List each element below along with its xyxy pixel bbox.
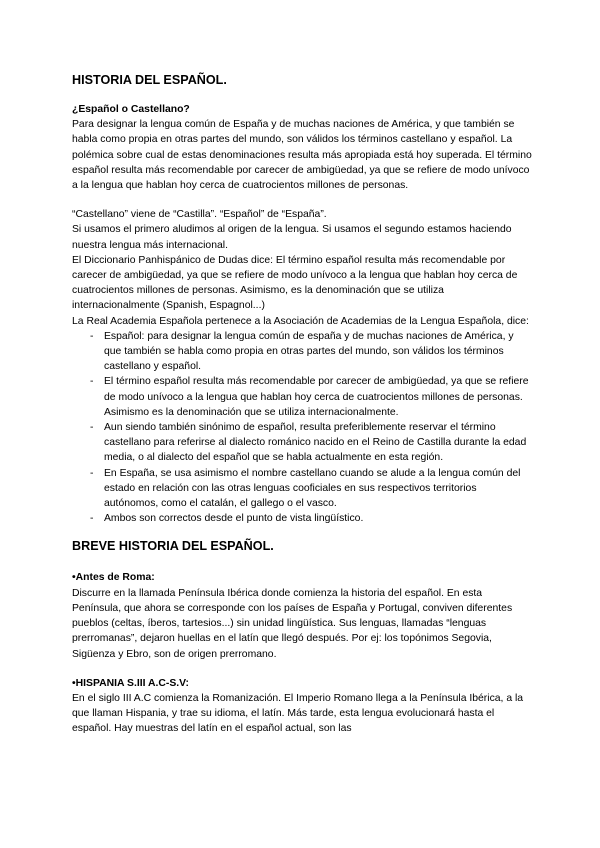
rae-bullet-list <box>72 329 532 527</box>
section-heading-espanol-castellano: ¿Español o Castellano? <box>72 104 190 115</box>
list-item: - Aun siendo también sinónimo de español, resulta preferiblemente reservar el término castellano para referirse al dialecto románico nacido en el Reino de Castilla durante la edad media, o al dialecto del español que se habla actualmente en esta región. <box>72 420 532 466</box>
subsection-heading-antes-de-roma: •Antes de Roma: <box>72 572 155 584</box>
paragraph-antes-de-roma: Discurre en la llamada Península Ibérica donde comienza la historia del español. En esta Península, que ahora se corresponde con los países de España y Portugal, conviven diferentes pueblos (celtas, íberos, tartesios...) sin unidad lingüística. Sus lenguas, llamadas “lenguas prerromanas”, dejaron huellas en el latín que llegó después. Por ej: los topónimos Segovia, Sigüenza y Ebro, son de origen prerromano. <box>72 587 513 660</box>
paragraph-hispania: En el siglo III A.C comienza la Romanización. El Imperio Romano llega a la Península Ibérica, a la que llaman Hispania, y trae su idioma, el latín. Más tarde, esta lengua evolucionará hasta el español. Hay muestras del latín en el español actual, son las <box>72 692 524 735</box>
subsection-heading-hispania: •HISPANIA S.III A.C-S.V: <box>72 677 189 689</box>
list-item: - Español: para designar la lengua común de españa y de muchas naciones de América, y que también se habla como propia en otras partes del mundo, son válidos los términos castellano y español. <box>72 329 532 375</box>
paragraph-intro: Para designar la lengua común de España y de muchas naciones de América, y que también se habla como propia en otras partes del mundo, son válidos los términos castellano y español. La polémica sobre cual de estas denominaciones resulta más apropiada está hoy superada. El término español resulta más recomendable por carecer de ambigüedad, ya que se refiere de modo unívoco a la lengua que hablan hoy cerca de cuatrocientos millones de personas. <box>72 119 532 192</box>
page-title: HISTORIA DEL ESPAÑOL. <box>72 73 227 87</box>
paragraph-rae: La Real Academia Española pertenece a la Asociación de Academias de la Lengua Española, dice: <box>72 315 529 327</box>
section-title-breve-historia: BREVE HISTORIA DEL ESPAÑOL. <box>72 539 274 554</box>
list-item: - En España, se usa asimismo el nombre castellano cuando se alude a la lengua común del estado en relación con las otras lenguas cooficiales en sus respectivos territorios autónomos, como el catalán, el gallego o el vasco. <box>72 466 532 512</box>
paragraph-usage: Si usamos el primero aludimos al origen de la lengua. Si usamos el segundo estamos haciendo nuestra lengua más internacional. <box>72 224 512 251</box>
list-item: - El término español resulta más recomendable por carecer de ambigüedad, ya que se refiere de modo unívoco a la lengua que hablan hoy cerca de cuatrocientos millones de personas. Asimismo es la denominación que se utiliza internacionalmente. <box>72 374 532 420</box>
document-content <box>72 72 532 737</box>
paragraph-origin: “Castellano” viene de “Castilla”. “Español” de “España”. <box>72 209 327 221</box>
list-item: - Ambos son correctos desde el punto de vista lingüístico. <box>72 511 532 526</box>
paragraph-dpd: El Diccionario Panhispánico de Dudas dice: El término español resulta más recomendable por carecer de ambigüedad, ya que se refiere de modo unívoco a la lengua que hablan hoy cerca de cuatrocientos millones de personas. Asimismo, es la denominación que se utiliza internacionalmente (Spanish, Espagnol...) <box>72 254 518 312</box>
